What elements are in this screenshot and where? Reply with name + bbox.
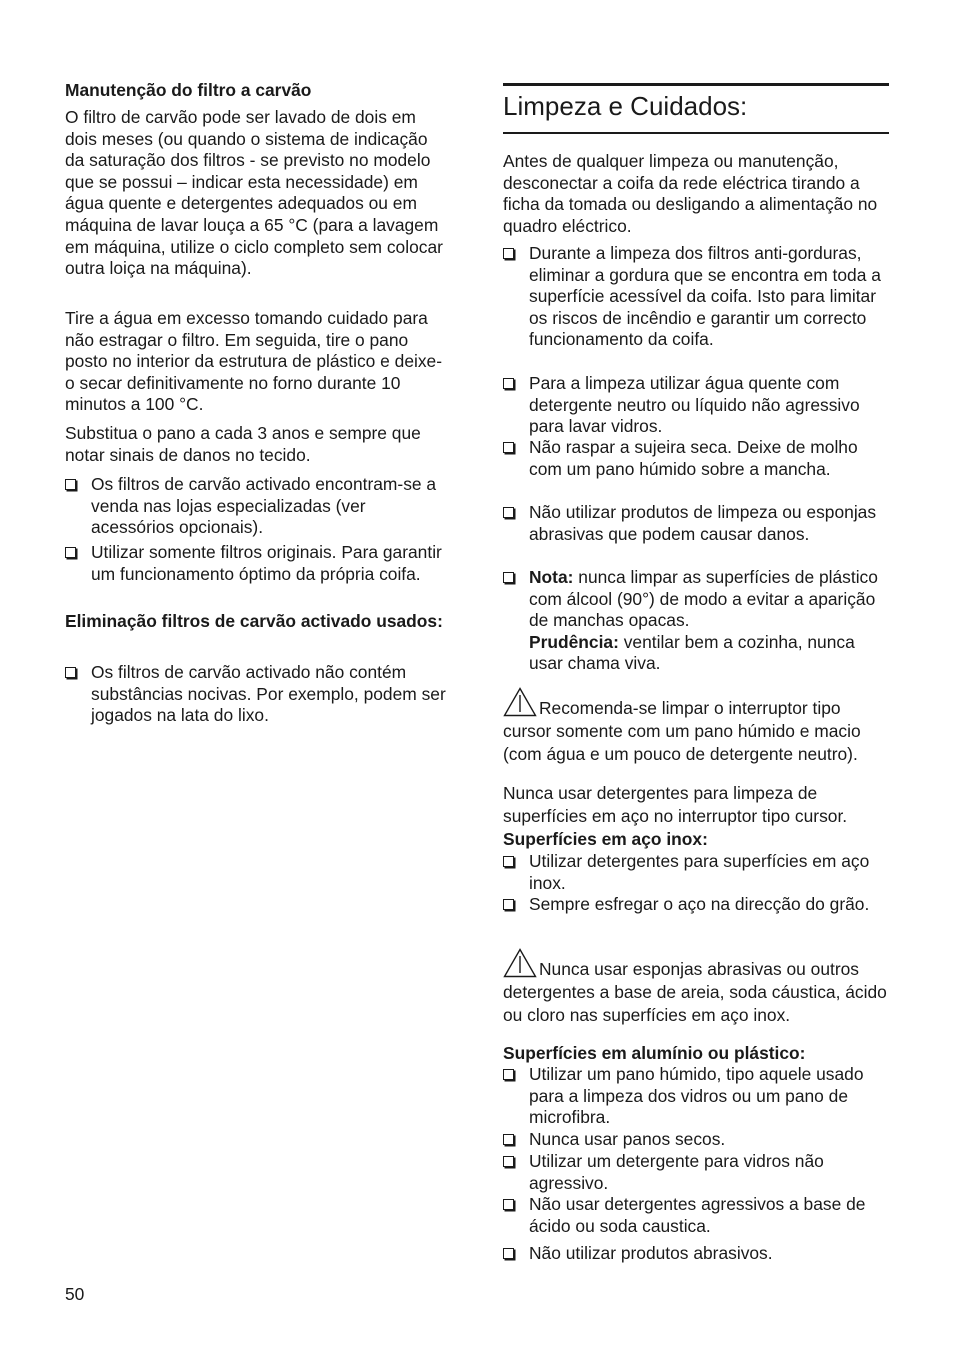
list-item-text: Utilizar um pano húmido, tipo aquele usado para a limpeza dos vidros ou um pano de microfibra. (529, 1064, 864, 1128)
nota-text: nunca limpar as superfícies de plástico com álcool (90°) de modo a evitar a aparição de manchas opacas. (529, 567, 878, 631)
paragraph-cursor: Nunca usar detergentes para limpeza de superfícies em aço no interruptor tipo cursor. (503, 783, 848, 826)
warning-icon (503, 687, 537, 717)
paragraph-wash: O filtro de carvão pode ser lavado de dois em dois meses (ou quando o sistema de indicação da saturação dos filtros - se previsto no modelo que se possui – indicar esta necessidade) em água quente e detergentes adequados ou em máquina de lavar louça a 65 °C (para a lavagem em máquina, utilize o ciclo completo sem colocar outra loiça na máquina). (65, 107, 443, 279)
list-item (503, 1194, 891, 1237)
nota-label: Nota: (529, 567, 574, 587)
list-item (503, 1151, 891, 1194)
list-item (503, 1243, 891, 1265)
title-rule-top (503, 83, 889, 86)
list-item (503, 851, 891, 894)
warning-text: Recomenda-se limpar o interruptor tipo cursor somente com um pano húmido e macio (com água e um pouco de detergente neutro). (503, 698, 861, 764)
list-item-text: Utilizar detergentes para superfícies em aço inox. (529, 851, 870, 893)
title-rule-bottom (503, 132, 889, 134)
section-heading-aluminium: Superfícies em alumínio ou plástico: (503, 1043, 806, 1063)
checkbox-bullet-icon (503, 248, 514, 259)
paragraph-replace: Substitua o pano a cada 3 anos e sempre que notar sinais de danos no tecido. (65, 423, 421, 465)
checkbox-bullet-icon (503, 1248, 514, 1259)
list-item (503, 894, 891, 916)
warning-note-inox (503, 948, 887, 1027)
checkbox-bullet-icon (503, 1069, 514, 1080)
list-item-text: Não utilizar produtos abrasivos. (529, 1243, 773, 1263)
list-item (65, 474, 443, 539)
list-item-nota (503, 567, 893, 675)
checkbox-bullet-icon (65, 667, 76, 678)
prudencia-label: Prudência: (529, 631, 619, 652)
section-heading-disposal: Eliminação filtros de carvão activado usados: (65, 611, 443, 631)
list-item-text: Os filtros de carvão activado não contém substâncias nocivas. Por exemplo, podem ser jogados na lata do lixo. (91, 662, 446, 726)
list-item-text: Durante a limpeza dos filtros anti-gorduras, eliminar a gordura que se encontra em toda a superfície acessível da coifa. Isto para limitar os riscos de incêndio e garantir um correcto funcionamento da coifa. (529, 243, 881, 350)
checkbox-bullet-icon (503, 507, 514, 518)
list-item-text: Utilizar somente filtros originais. Para garantir um funcionamento óptimo da própria coifa. (91, 542, 442, 584)
list-item-text: Não raspar a sujeira seca. Deixe de molho com um pano húmido sobre a mancha. (529, 437, 858, 479)
list-item (65, 542, 443, 585)
warning-note-cursor (503, 687, 891, 766)
list-item-text: Para a limpeza utilizar água quente com detergente neutro ou líquido não agressivo para lavar vidros. (529, 373, 860, 437)
prudencia-text: ventilar bem a cozinha, nunca usar chama viva. (529, 631, 855, 674)
page-number: 50 (65, 1284, 85, 1304)
checkbox-bullet-icon (503, 856, 514, 867)
list-item-text: Sempre esfregar o aço na direcção do grão. (529, 894, 870, 914)
section-heading-carbon-filter: Manutenção do filtro a carvão (65, 80, 312, 100)
paragraph-intro: Antes de qualquer limpeza ou manutenção, desconectar a coifa da rede eléctrica tirando a ficha da tomada ou desligando a alimentação no quadro eléctrico. (503, 151, 878, 236)
list-item (503, 243, 891, 351)
list-item-text: Utilizar um detergente para vidros não agressivo. (529, 1151, 824, 1193)
checkbox-bullet-icon (65, 479, 76, 490)
list-item-text: Nunca usar panos secos. (529, 1129, 726, 1149)
warning-icon (503, 948, 537, 978)
list-item (65, 662, 447, 727)
list-item (503, 437, 861, 480)
section-heading-inox: Superfícies em aço inox: (503, 829, 708, 849)
checkbox-bullet-icon (65, 547, 76, 558)
checkbox-bullet-icon (503, 1156, 514, 1167)
list-item-text: Não usar detergentes agressivos a base de ácido ou soda caustica. (529, 1194, 866, 1236)
checkbox-bullet-icon (503, 1134, 514, 1145)
paragraph-dry: Tire a água em excesso tomando cuidado para não estragar o filtro. Em seguida, tire o pano posto no interior da estrutura de plástico e deixe-o secar definitivamente no forno durante 10 minutos a 100 °C. (65, 308, 443, 415)
list-item (503, 1129, 891, 1151)
checkbox-bullet-icon (503, 442, 514, 453)
list-item (503, 373, 891, 438)
list-item (503, 502, 891, 545)
list-item-text: Não utilizar produtos de limpeza ou esponjas abrasivas que podem causar danos. (529, 502, 877, 544)
warning-text: Nunca usar esponjas abrasivas ou outros detergentes a base de areia, soda cáustica, ácido ou cloro nas superfícies em aço inox. (503, 959, 887, 1025)
checkbox-bullet-icon (503, 899, 514, 910)
checkbox-bullet-icon (503, 378, 514, 389)
list-item (503, 1064, 891, 1129)
list-item-text: Os filtros de carvão activado encontram-se a venda nas lojas especializadas (ver acessórios opcionais). (91, 474, 437, 538)
page-title: Limpeza e Cuidados: (503, 91, 748, 121)
checkbox-bullet-icon (503, 572, 514, 583)
checkbox-bullet-icon (503, 1199, 514, 1210)
